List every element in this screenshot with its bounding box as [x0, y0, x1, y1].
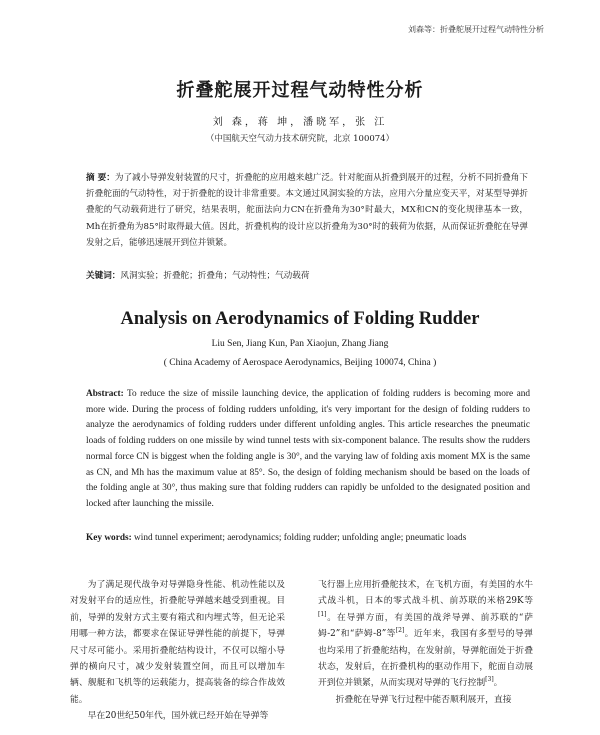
chinese-keywords-text: 风洞实验；折叠舵；折叠角；气动特性；气动载荷 — [120, 271, 310, 281]
body-paragraph: 为了满足现代战争对导弹隐身性能、机动性能以及对发射平台的适应性，折叠舵导弹越来越受到重视。目前，导弹的发射方式主要有箱式和内埋式等，但无论采用哪一种方法，都要求在保证导弹性能的前提下，导弹尺寸尽可能小。采用折叠舵结构设计，不仅可以缩小导弹的横向尺寸，减少发射装置空间，而且可以增加车辆、舰艇和飞机等的运载能力，提高装备的综合作战效能。 — [70, 580, 285, 705]
body-right-column — [318, 577, 533, 708]
body-text: 飞行器上应用折叠舵技术，在飞机方面，有美国的水牛式战斗机，日本的零式战斗机、前苏联的米格29K等 — [318, 580, 533, 607]
running-head: 刘森等：折叠舵展开过程气动特性分析 — [408, 25, 544, 34]
chinese-keywords-label: 关键词： — [86, 271, 121, 281]
body-paragraph: 早在20世纪50年代，国外就已经开始在导弹等 — [87, 711, 269, 722]
chinese-title: 折叠舵展开过程气动特性分析 — [176, 80, 424, 101]
body-left-column — [70, 577, 285, 725]
english-abstract-label: Abstract: — [86, 389, 124, 399]
english-keywords-text: wind tunnel experiment; aerodynamics; folding rudder; unfolding angle; pneumatic loads — [134, 533, 467, 543]
chinese-abstract-text: 为了减小导弹发射装置的尺寸，折叠舵的应用越来越广泛。针对舵面从折叠到展开的过程，分析不同折叠角下折叠舵面的气动特性，对于折叠舵的设计非常重要。本文通过风洞实验的方法，应用六分量应变天平，对某型导弹折叠舵的气动载荷进行了研究，结果表明，舵面法向力CN在折叠角为30°时最大，MX和CN的变化规律基本一致，Mh在折叠角为85°时取得最大值。因此，折叠机构的设计应以折叠角为30°时的载荷为依据，从而保证折叠舵在导弹发射之后，能够迅速展开到位并锁紧。 — [86, 173, 528, 248]
chinese-abstract — [86, 170, 528, 251]
chinese-authors: 刘 森，蒋 坤，潘晓军，张 江 — [212, 117, 388, 128]
body-text: 。近年来，我国有多型号的导弹也均采用了折叠舵结构，在发射前，导弹舵面处于折叠状态，发射后，在折叠机构的驱动作用下，舵面自动展开到位并锁紧，从而实现对导弹的飞行控制 — [318, 629, 533, 689]
english-authors: Liu Sen, Jiang Kun, Pan Xiaojun, Zhang Jiang — [211, 339, 389, 349]
english-keywords-label: Key words: — [86, 533, 132, 543]
chinese-affiliation: （中国航天空气动力技术研究院，北京 100074） — [205, 134, 395, 144]
citation: [2] — [395, 627, 405, 635]
chinese-abstract-label: 摘 要： — [86, 173, 115, 183]
body-text: 。 — [493, 678, 503, 689]
english-abstract-text: To reduce the size of missile launching device, the application of folding rudders is becoming more and more wide. During the process of folding rudders unfolding, it's very important for the design of folding rudders to analyze the aerodynamics of folding rudders under different unfolding angles. This article researches the pneumatic loads of folding rudders on one missile by wind tunnel tests with six-component balance. The results show the rudders normal force CN is biggest when the folding angle is 30°, and the varying law of folding axis moment MX is the same as CN, and Mh has the maximum value at 85°. So, the design of folding mechanism should be based on the loads of the folding angle at 30°, thus making sure that folding rudders can rapidly be unfolded to the designated position and locked after launching the missile. — [86, 389, 531, 509]
body-text: 。在导弹方面，有美国的战斧导弹、前苏联的“萨姆-2”和“萨姆-8”等 — [318, 612, 533, 640]
english-abstract — [86, 387, 530, 513]
body-paragraph — [318, 577, 533, 692]
chinese-keywords — [86, 268, 528, 284]
english-title: Analysis on Aerodynamics of Folding Rudder — [120, 309, 480, 329]
body-paragraph: 折叠舵在导弹飞行过程中能否顺利展开，直接 — [335, 694, 512, 705]
english-keywords — [86, 531, 530, 547]
citation: [3] — [485, 676, 494, 684]
citation: [1] — [318, 610, 327, 618]
english-affiliation: ( China Academy of Aerospace Aerodynamics, Beijing 100074, China ) — [163, 358, 437, 368]
